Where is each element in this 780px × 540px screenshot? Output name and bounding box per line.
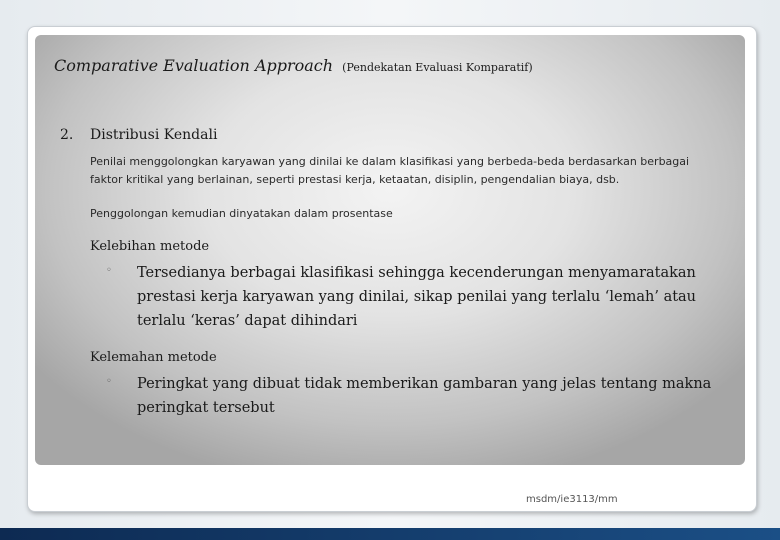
title-indonesian: (Pendekatan Evaluasi Komparatif) — [342, 61, 533, 74]
slide-title — [54, 56, 533, 75]
slide-footer: msdm/ie3113/mm — [526, 494, 618, 505]
section-number: 2. — [60, 127, 74, 143]
title-english: Comparative Evaluation Approach — [54, 56, 334, 75]
description-note: Penggolongan kemudian dinyatakan dalam prosentase — [90, 207, 393, 220]
advantages-text: Tersedianya berbagai klasifikasi sehingga kecenderungan menyamaratakan prestasi kerja karyawan yang dinilai, sikap penilai yang terlalu ‘lemah’ atau terlalu ‘keras’ dapat dihindari — [137, 265, 697, 329]
bottom-bar — [0, 528, 780, 540]
description-paragraph: Penilai menggolongkan karyawan yang dinilai ke dalam klasifikasi yang berbeda-beda berdasarkan berbagai faktor kritikal yang berlainan, seperti prestasi kerja, ketaatan, disiplin, pengendalian biaya, dsb. — [90, 155, 690, 186]
section-heading: Distribusi Kendali — [90, 127, 218, 143]
disadvantages-heading: Kelemahan metode — [90, 350, 217, 365]
bullet-icon: ◦ — [106, 376, 112, 387]
bullet-icon: ◦ — [106, 265, 112, 276]
advantages-heading: Kelebihan metode — [90, 239, 210, 254]
disadvantages-text: Peringkat yang dibuat tidak memberikan gambaran yang jelas tentang makna peringkat tersebut — [137, 376, 712, 416]
